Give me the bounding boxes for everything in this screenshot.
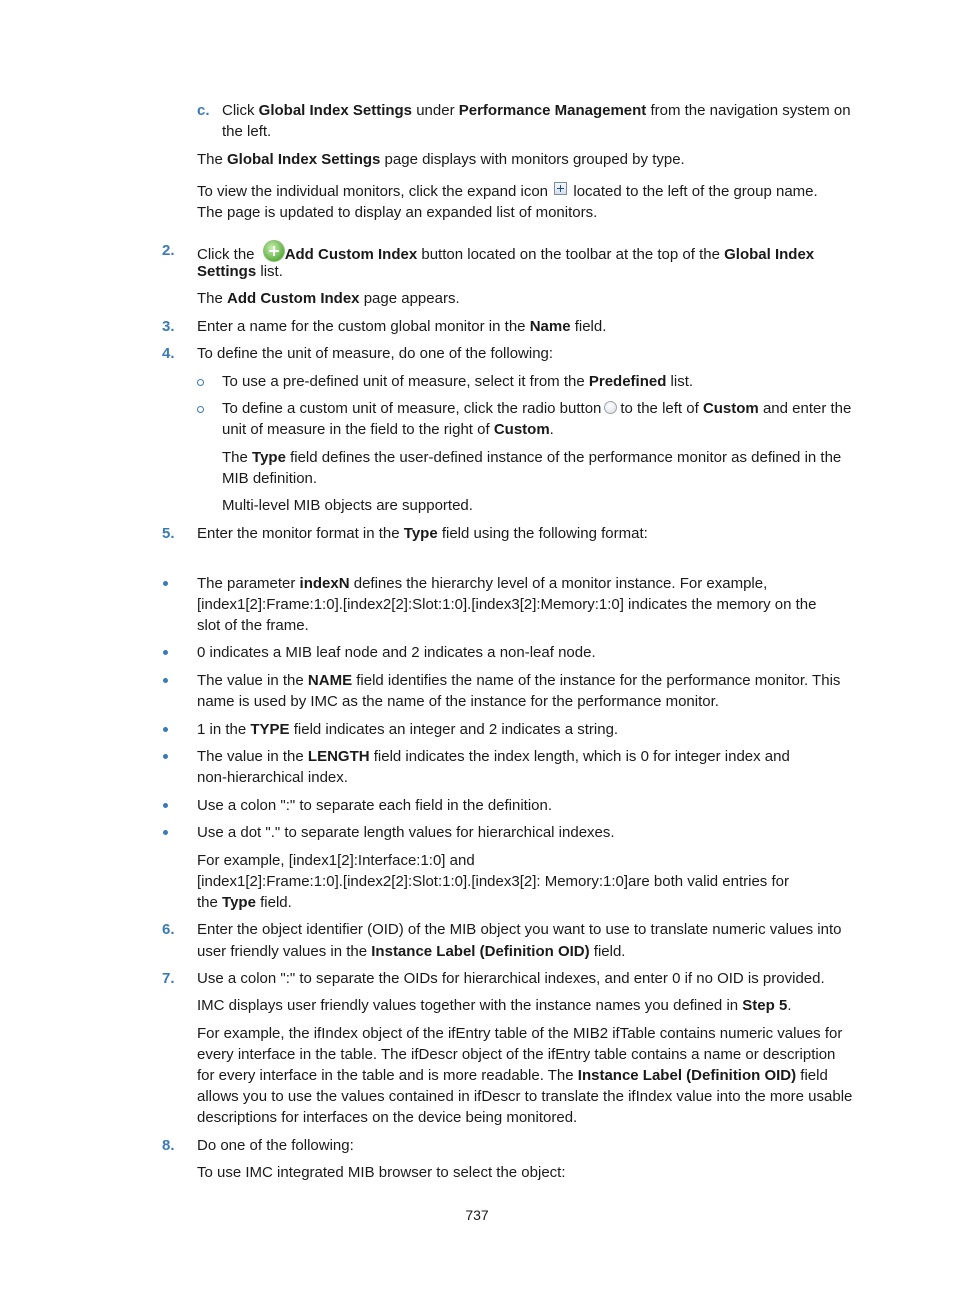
bullet-name-line2: name is used by IMC as the name of the instance for the performance monitor. [197,693,719,710]
sub-option-marker [197,379,204,386]
type-note-line1: The Type field defines the user-defined instance of the performance monitor as defined in the [222,449,842,466]
bullet-marker [163,727,168,732]
step-2-line2: Settings list. [197,263,283,280]
ifindex-para-line1: For example, the ifIndex object of the ifEntry table of the MIB2 ifTable contains numeric values for [197,1025,843,1042]
bullet-leaf-node: 0 indicates a MIB leaf node and 2 indicates a non-leaf node. [197,644,596,661]
step-5-number: 5. [162,525,175,542]
step-c-result: The Global Index Settings page displays with monitors grouped by type. [197,151,685,168]
sub-option-custom-line2: unit of measure in the field to the right of Custom. [222,421,554,438]
step-c-line2: the left. [222,123,272,140]
expand-instruction-line2: The page is updated to display an expanded list of monitors. [197,204,598,221]
bullet-marker [163,650,168,655]
bullet-colon: Use a colon ":" to separate each field in the definition. [197,797,553,814]
step-7-line1: Use a colon ":" to separate the OIDs for hierarchical indexes, and enter 0 if no OID is provided. [197,970,825,987]
sub-option-custom-line1: To define a custom unit of measure, click the radio button to the left of Custom and enter the [222,400,852,417]
step-2-line1: Click the Add Custom Index button located on the toolbar at the top of the Global Index [197,240,814,265]
sub-option-marker [197,406,204,413]
bullet-indexn-line1: The parameter indexN defines the hierarchy level of a monitor instance. For example, [197,575,768,592]
step-4-line1: To define the unit of measure, do one of the following: [197,345,554,362]
example-line2: [index1[2]:Frame:1:0].[index2[2]:Slot:1:0].[index3[2]: Memory:1:0]are both valid entries for [197,873,789,890]
type-note-line3: Multi-level MIB objects are supported. [222,497,473,514]
step-c-line1: Click Global Index Settings under Performance Management from the navigation system on [222,102,851,119]
expand-instruction-line1: To view the individual monitors, click the expand icon located to the left of the group name. [197,183,818,200]
step-5-line1: Enter the monitor format in the Type field using the following format: [197,525,648,542]
bullet-marker [163,754,168,759]
type-note-line2: MIB definition. [222,470,318,487]
bullet-indexn-line2: [index1[2]:Frame:1:0].[index2[2]:Slot:1:0].[index3[2]:Memory:1:0] indicates the memory on the [197,596,817,613]
expand-icon [554,182,567,195]
bullet-name-line1: The value in the NAME field identifies the name of the instance for the performance monitor. This [197,672,841,689]
step-2-number: 2. [162,242,175,259]
add-custom-index-icon [263,240,285,262]
bullet-marker [163,830,168,835]
step-2-result: The Add Custom Index page appears. [197,290,460,307]
bullet-indexn-line3: slot of the frame. [197,617,309,634]
ifindex-para-line4: allows you to use the values contained in ifDescr to translate the ifIndex value into the more usable [197,1088,853,1105]
step-8-number: 8. [162,1137,175,1154]
page-number: 737 [465,1207,489,1223]
step-3-number: 3. [162,318,175,335]
radio-button-icon [604,401,617,414]
step-3-line1: Enter a name for the custom global monitor in the Name field. [197,318,607,335]
step-6-line1: Enter the object identifier (OID) of the MIB object you want to use to translate numeric values into [197,921,842,938]
bullet-marker [163,581,168,586]
bullet-dot: Use a dot "." to separate length values for hierarchical indexes. [197,824,615,841]
example-line3: the Type field. [197,894,292,911]
bullet-length-line2: non-hierarchical index. [197,769,348,786]
step-6-number: 6. [162,921,175,938]
step-7-result: IMC displays user friendly values together with the instance names you defined in Step 5. [197,997,792,1014]
step-c-marker: c. [197,102,210,119]
step-6-line2: user friendly values in the Instance Label (Definition OID) field. [197,943,626,960]
bullet-marker [163,803,168,808]
ifindex-para-line3: for every interface in the table and is more readable. The Instance Label (Definition OID) field [197,1067,828,1084]
step-8-result: To use IMC integrated MIB browser to select the object: [197,1164,566,1181]
ifindex-para-line2: every interface in the table. The ifDescr object of the ifEntry table contains a name or description [197,1046,836,1063]
step-8-line1: Do one of the following: [197,1137,354,1154]
step-4-number: 4. [162,345,175,362]
ifindex-para-line5: descriptions for interfaces on the device being monitored. [197,1109,578,1126]
sub-option-predefined: To use a pre-defined unit of measure, select it from the Predefined list. [222,373,694,390]
bullet-marker [163,678,168,683]
bullet-length-line1: The value in the LENGTH field indicates the index length, which is 0 for integer index and [197,748,790,765]
bullet-type: 1 in the TYPE field indicates an integer and 2 indicates a string. [197,721,619,738]
step-7-number: 7. [162,970,175,987]
example-line1: For example, [index1[2]:Interface:1:0] and [197,852,475,869]
